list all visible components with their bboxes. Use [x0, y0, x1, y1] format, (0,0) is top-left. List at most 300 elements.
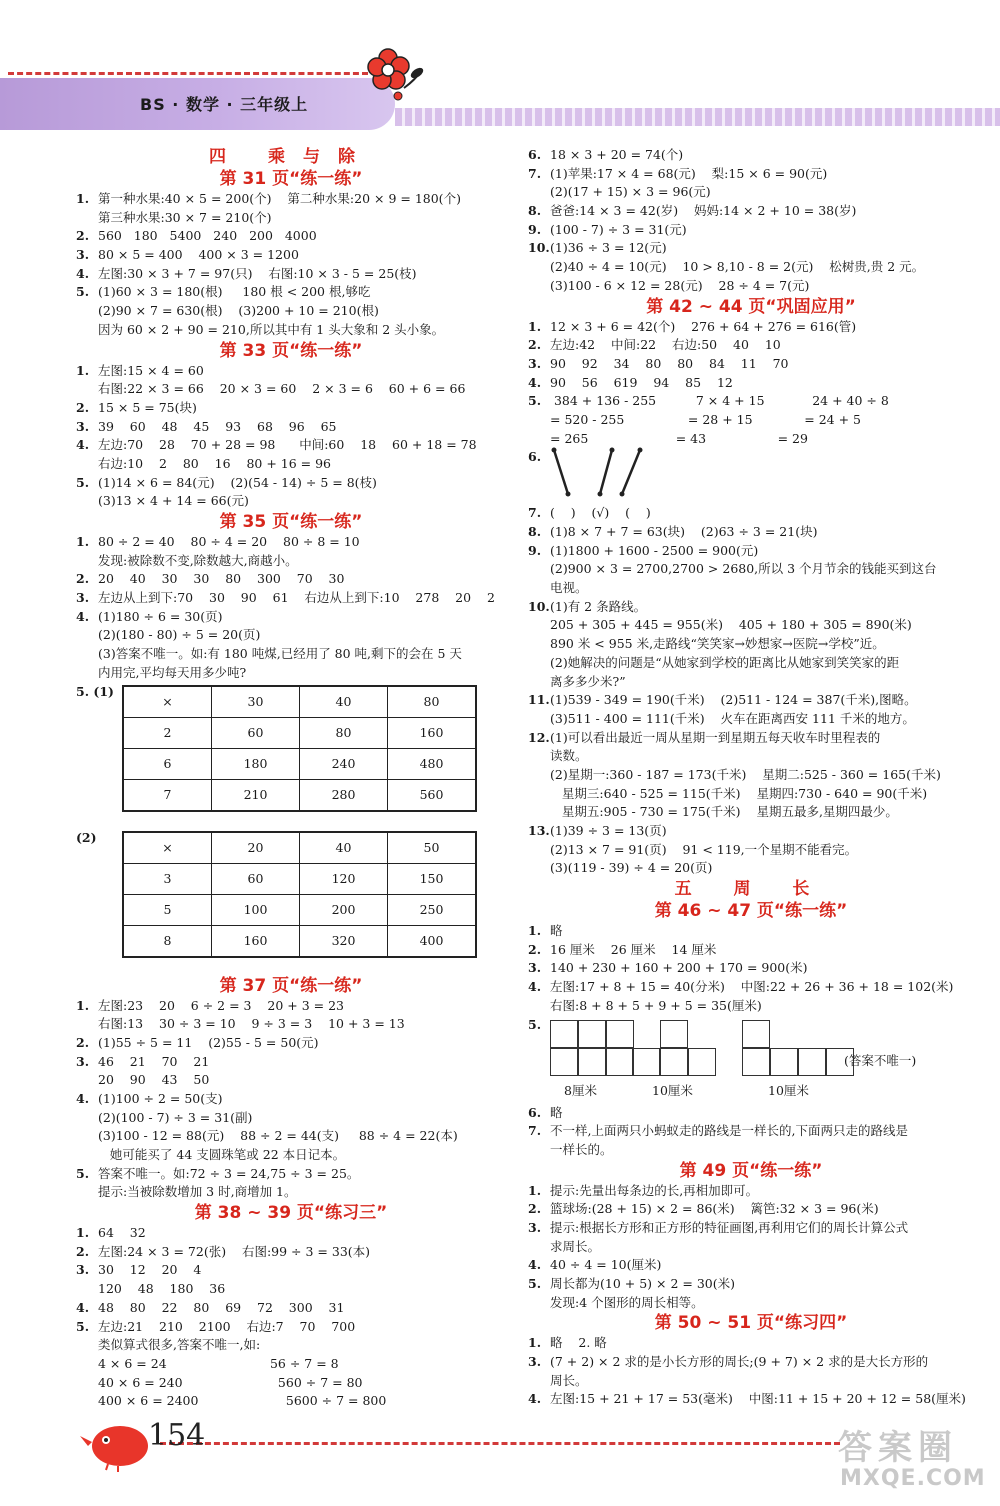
item-number: 2. — [76, 228, 90, 244]
answer-text: (2)900 × 3 = 2700,2700 > 2680,所以 3 个月节余的钱能买到这台 — [550, 561, 937, 577]
answer-line — [76, 1318, 506, 1337]
item-number: 4. — [528, 979, 542, 995]
answer-text: 890 米 < 955 米,走路线“笑笑家→妙想家→医院→学校”近。 — [550, 636, 885, 652]
answer-line — [528, 411, 974, 430]
answer-text: (2)(100 - 7) ÷ 3 = 31(副) — [98, 1109, 253, 1125]
right-column — [528, 146, 974, 1409]
section-heading: 第 38 ~ 39 页“练习三” — [194, 1203, 388, 1224]
matching-lines — [546, 444, 666, 500]
item-number: 6. — [528, 449, 542, 465]
answer-line — [528, 747, 974, 766]
answer-line — [76, 1146, 506, 1165]
table-row — [123, 925, 476, 957]
connector-dot — [620, 492, 625, 497]
answer-line — [76, 474, 506, 493]
section-heading: 第 35 页“练一练” — [219, 512, 363, 532]
answer-text: 12 × 3 + 6 = 42(个) 276 + 64 + 276 = 616(管) — [550, 318, 857, 334]
grid-square — [632, 1048, 660, 1076]
answer-text: 周长。 — [550, 1372, 588, 1388]
item-number: 1. — [528, 1335, 542, 1351]
answer-line — [76, 1109, 506, 1128]
answer-text: 左边从上到下:70 30 90 61 右边从上到下:10 278 20 2 — [98, 590, 495, 606]
answer-text: 64 32 — [98, 1225, 146, 1241]
left-column — [76, 146, 506, 1411]
answer-text: 30 12 20 4 — [98, 1262, 202, 1278]
answer-text: 右图:8 + 8 + 5 + 9 + 5 = 35(厘米) — [550, 997, 762, 1013]
item-number: 3. — [528, 355, 542, 371]
answer-text: (1)60 × 3 = 180(根) 180 根 < 200 根,够吃 — [98, 284, 371, 300]
section-heading: 第 42 ~ 44 页“巩固应用” — [646, 296, 856, 317]
answer-line — [528, 1141, 974, 1160]
answer-line — [76, 1090, 506, 1109]
section-heading: 第 50 ~ 51 页“练习四” — [654, 1313, 848, 1334]
item-number: 9. — [528, 221, 542, 237]
item-number: 1. — [528, 923, 542, 939]
answer-line — [76, 1071, 506, 1090]
answer-line — [528, 822, 974, 841]
answer-line — [76, 321, 506, 340]
table-cell: 400 — [388, 925, 477, 957]
answer-line — [76, 1336, 506, 1355]
answer-text: (1)36 ÷ 3 = 12(元) — [550, 240, 667, 256]
table-row — [123, 894, 476, 925]
item-number: 13. — [528, 823, 550, 838]
answer-line — [528, 355, 974, 374]
answer-text: 右图:13 30 ÷ 3 = 10 9 ÷ 3 = 3 10 + 3 = 13 — [98, 1016, 405, 1032]
answer-text: 20 90 43 50 — [98, 1072, 210, 1088]
answer-text: (2)(180 - 80) ÷ 5 = 20(页) — [98, 627, 261, 643]
answer-line — [528, 1200, 974, 1219]
grid-square — [606, 1020, 634, 1048]
item-number: 1. — [76, 1225, 90, 1241]
answer-line — [76, 265, 506, 284]
table-cell: 3 — [123, 863, 212, 894]
connector-line — [622, 450, 640, 494]
answer-text: 16 厘米 26 厘米 14 厘米 — [550, 941, 717, 957]
item-number: 4. — [76, 1090, 90, 1106]
table-cell: 7 — [123, 779, 212, 811]
table-cell: 80 — [388, 686, 477, 718]
answer-line — [76, 533, 506, 552]
answer-text: 39 60 48 45 93 68 96 65 — [98, 418, 337, 434]
item-number: 12. — [528, 729, 550, 745]
answer-text: 读数。 — [550, 748, 588, 764]
header-dashed-line — [8, 72, 368, 75]
answer-line — [528, 729, 974, 748]
answer-line — [528, 1182, 974, 1201]
grid-square — [578, 1020, 606, 1048]
answer-text: 左边:21 210 2100 右边:7 70 700 — [98, 1318, 356, 1334]
answer-text: 左边:42 中间:22 右边:50 40 10 — [550, 337, 781, 353]
item-number: 3. — [76, 247, 90, 263]
answer-line — [528, 959, 974, 978]
table-cell: 160 — [388, 717, 477, 748]
answer-text: (1)39 ÷ 3 = 13(页) — [550, 823, 667, 838]
answer-text: 左图:23 20 6 ÷ 2 = 3 20 + 3 = 23 — [98, 997, 345, 1013]
item-number: 5. — [528, 1016, 542, 1032]
answer-text: 周长都为(10 + 5) × 2 = 30(米) — [550, 1276, 735, 1291]
answer-line — [528, 1238, 974, 1257]
answer-line — [528, 392, 974, 411]
table-cell: 180 — [212, 748, 300, 779]
shape-perimeter-label: 8厘米 — [564, 1082, 597, 1098]
watermark-cn: 答案圈 — [838, 1428, 958, 1468]
table-cell: 560 — [388, 779, 477, 811]
answer-text: 篮球场:(28 + 15) × 2 = 86(米) 篱笆:32 × 3 = 96(米) — [550, 1201, 879, 1217]
table-cell: 40 — [300, 832, 388, 864]
answer-text: (1)可以看出最近一周从星期一到星期五每天收车时里程表的 — [550, 729, 881, 745]
answer-text: (3)答案不唯一。如:有 180 吨煤,已经用了 80 吨,剩下的会在 5 天 — [98, 646, 462, 662]
answer-text: 40 × 6 = 240 560 ÷ 7 = 80 — [98, 1374, 363, 1390]
answer-line — [76, 664, 506, 683]
answer-line — [76, 552, 506, 571]
header-stripe — [395, 108, 1000, 126]
item-number: 3. — [76, 418, 90, 434]
answer-text: 提示:当被除数增加 3 时,商增加 1。 — [98, 1184, 297, 1200]
answer-line — [76, 608, 506, 627]
item-number: 1. — [76, 997, 90, 1013]
answer-text: 因为 60 × 2 + 90 = 210,所以其中有 1 头大象和 2 头小象。 — [98, 321, 445, 337]
item-number: 10. — [528, 240, 550, 256]
chapter-heading: 四 乘与除 — [209, 147, 373, 167]
answer-text: 15 × 5 = 75(块) — [98, 399, 197, 415]
answer-text: 80 × 5 = 400 400 × 3 = 1200 — [98, 247, 299, 263]
answer-line — [528, 673, 974, 692]
answer-text: (2)她解决的问题是“从她家到学校的距离比从她家到笑笑家的距 — [550, 654, 900, 670]
table-row — [123, 686, 476, 718]
answer-line — [76, 1299, 506, 1318]
multiplication-table — [122, 685, 477, 812]
answer-text: 48 80 22 80 69 72 300 31 — [98, 1299, 345, 1315]
chapter-heading: 五 周 长 — [674, 879, 828, 900]
answer-line — [528, 374, 974, 393]
grid-square — [550, 1048, 578, 1076]
answer-text: = 265 = 43 = 29 — [550, 430, 808, 446]
answer-text: 电视。 — [550, 580, 588, 596]
answer-text: 左图:15 + 21 + 17 = 53(毫米) 中图:11 + 15 + 20 + 12 = 58(厘米) — [550, 1391, 966, 1407]
table-cell: 240 — [300, 748, 388, 779]
item-number: 4. — [76, 1299, 90, 1315]
item-number: 1. — [76, 362, 90, 378]
answer-text: 略 2. 略 — [550, 1335, 607, 1351]
answer-text: 左图:15 × 4 = 60 — [98, 362, 204, 378]
connector-line — [554, 450, 568, 494]
answer-text: (1)1800 + 1600 - 2500 = 900(元) — [550, 542, 759, 558]
shape-perimeter-label: 10厘米 — [768, 1082, 809, 1098]
table-cell: × — [123, 686, 212, 718]
answer-text: (3)100 - 12 = 88(元) 88 ÷ 2 = 44(支) 88 ÷ 4 = 22(本) — [98, 1128, 458, 1144]
answer-line — [528, 841, 974, 860]
answer-line — [76, 1224, 506, 1243]
answer-text: 140 + 230 + 160 + 200 + 170 = 900(米) — [550, 960, 808, 976]
answer-line — [76, 1261, 506, 1280]
answer-text: 星期五:905 - 730 = 175(千米) 星期五最多,星期四最少。 — [550, 804, 898, 820]
header-title: BS · 数学 · 三年级上 — [140, 95, 309, 114]
table-cell: 210 — [212, 779, 300, 811]
connector-dot — [610, 448, 615, 453]
answer-line — [76, 436, 506, 455]
answer-line — [528, 1372, 974, 1391]
answer-line — [76, 626, 506, 645]
answer-text: 205 + 305 + 445 = 955(米) 405 + 180 + 305 = 890(米) — [550, 617, 912, 633]
answer-text: 不一样,上面两只小蚂蚁走的路线是一样长的,下面两只走的路线是 — [550, 1123, 908, 1139]
item-number: 4. — [528, 374, 542, 390]
answer-line — [528, 183, 974, 202]
answer-text: 左图:17 + 8 + 15 = 40(分米) 中图:22 + 26 + 36 + 18 = 102(米) — [550, 979, 954, 995]
table-cell: 160 — [212, 925, 300, 957]
item-number: 3. — [76, 590, 90, 606]
answer-line — [528, 560, 974, 579]
answer-line — [76, 283, 506, 302]
answer-text: 右图:22 × 3 = 66 20 × 3 = 60 2 × 3 = 6 60 + 6 = 66 — [98, 381, 466, 397]
table-row — [123, 779, 476, 811]
answer-line — [528, 1104, 974, 1123]
answer-text: 她可能买了 44 支圆珠笔或 22 本日记本。 — [98, 1147, 346, 1162]
answer-line — [76, 1392, 506, 1411]
answer-line — [76, 455, 506, 474]
table-cell: 200 — [300, 894, 388, 925]
answer-text: 左图:24 × 3 = 72(张) 右图:99 ÷ 3 = 33(本) — [98, 1243, 371, 1259]
answer-text: 略 — [550, 1104, 563, 1120]
item-number: 8. — [528, 524, 542, 539]
table-cell: 60 — [212, 863, 300, 894]
table-row — [123, 863, 476, 894]
answer-line — [528, 146, 974, 165]
connector-dot — [638, 448, 643, 453]
item-number: 3. — [528, 1354, 542, 1370]
answer-line — [528, 1122, 974, 1141]
answer-text: 90 56 619 94 85 12 — [550, 374, 733, 390]
answer-line — [528, 1294, 974, 1313]
answer-line — [76, 380, 506, 399]
table-row — [123, 748, 476, 779]
table-cell: 120 — [300, 863, 388, 894]
item-number: 5. — [76, 284, 90, 300]
item-number: 7. — [528, 1123, 542, 1139]
answer-text: (3)13 × 4 + 14 = 66(元) — [98, 493, 249, 509]
answer-line — [76, 645, 506, 664]
answer-text: 离多多少米?” — [550, 673, 626, 689]
answer-line — [528, 1256, 974, 1275]
answer-line — [76, 1355, 506, 1374]
item-number: 6. — [528, 147, 542, 162]
answer-line — [76, 1053, 506, 1072]
answer-text: 内用完,平均每天用多少吨? — [98, 664, 247, 680]
answer-text: (2)13 × 7 = 91(页) 91 < 119,一个星期不能看完。 — [550, 841, 858, 857]
connector-line — [600, 450, 612, 494]
grid-square — [770, 1048, 798, 1076]
answer-line — [76, 227, 506, 246]
table-cell: 60 — [212, 717, 300, 748]
answer-text: 类似算式很多,答案不唯一,如: — [98, 1337, 261, 1353]
answer-line — [528, 202, 974, 221]
answer-note: (答案不唯一) — [844, 1052, 917, 1068]
answer-line — [528, 523, 974, 542]
section-heading: 第 37 页“练一练” — [219, 975, 363, 996]
table-cell: 150 — [388, 863, 477, 894]
answer-line — [528, 258, 974, 277]
watermark — [838, 1420, 998, 1500]
page-number: 154 — [148, 1418, 206, 1453]
answer-text: 发现:被除数不变,除数越大,商越小。 — [98, 552, 298, 568]
answer-text: 左图:30 × 3 + 7 = 97(只) 右图:10 × 3 - 5 = 25(枝) — [98, 265, 417, 281]
grid-square — [660, 1020, 688, 1048]
grid-square — [798, 1048, 826, 1076]
answer-text: 20 40 30 30 80 300 70 30 — [98, 571, 345, 587]
item-number: 5. — [76, 474, 90, 490]
item-number: 2. — [76, 1034, 90, 1050]
answer-line — [528, 616, 974, 635]
answer-text: (3)511 - 400 = 111(千米) 火车在距离西安 111 千米的地方。 — [550, 710, 915, 726]
answer-line — [528, 579, 974, 598]
answer-text: 略 — [550, 923, 563, 939]
item-number: 1. — [528, 1182, 542, 1198]
grid-square — [578, 1048, 606, 1076]
item-number: 2. — [528, 1201, 542, 1217]
perimeter-shapes-block — [528, 1016, 974, 1104]
item-number: 4. — [76, 265, 90, 281]
answer-line — [528, 1334, 974, 1353]
answer-text: (100 - 7) ÷ 3 = 31(元) — [550, 221, 687, 237]
answer-text: = 520 - 255 = 28 + 15 = 24 + 5 — [550, 411, 861, 427]
section-heading: 第 31 页“练一练” — [219, 169, 363, 189]
answer-text: 答案不唯一。如:72 ÷ 3 = 24,75 ÷ 3 = 25。 — [98, 1165, 360, 1181]
item-number: 5. — [76, 1165, 90, 1181]
answer-text: (1)55 ÷ 5 = 11 (2)55 - 5 = 50(元) — [98, 1034, 319, 1050]
answer-text: 90 92 34 80 80 84 11 70 — [550, 355, 789, 371]
item-number: 4. — [528, 1391, 542, 1407]
item-number: (2) — [76, 829, 97, 845]
answer-line — [76, 362, 506, 381]
answer-text: (1)14 × 6 = 84(元) (2)(54 - 14) ÷ 5 = 8(枝) — [98, 474, 377, 490]
matching-lines-block — [528, 448, 974, 504]
answer-text: 爸爸:14 × 3 = 42(岁) 妈妈:14 × 2 + 10 = 38(岁) — [550, 203, 857, 219]
answer-line — [528, 803, 974, 822]
grid-square — [742, 1020, 770, 1048]
answer-text: 提示:先量出每条边的长,再相加即可。 — [550, 1182, 759, 1198]
item-number: 5. (1) — [76, 683, 114, 699]
item-number: 3. — [76, 1053, 90, 1069]
item-number: 1. — [528, 318, 542, 334]
section-heading: 第 46 ~ 47 页“练一练” — [654, 901, 848, 922]
item-number: 5. — [76, 1318, 90, 1334]
table-cell: 280 — [300, 779, 388, 811]
answer-text: (2)90 × 7 = 630(根) (3)200 + 10 = 210(根) — [98, 303, 379, 319]
answer-line — [528, 1219, 974, 1238]
answer-line — [528, 221, 974, 240]
table-cell: 8 — [123, 925, 212, 957]
answer-line — [76, 1015, 506, 1034]
answer-text: 左边:70 28 70 + 28 = 98 中间:60 18 60 + 18 = 78 — [98, 437, 477, 453]
answer-text: 560 180 5400 240 200 4000 — [98, 228, 317, 244]
answer-text: 4 × 6 = 24 56 ÷ 7 = 8 — [98, 1355, 339, 1371]
table-row — [123, 832, 476, 864]
answer-line — [76, 1374, 506, 1393]
answer-line — [528, 654, 974, 673]
answer-line — [76, 1127, 506, 1146]
table-cell: 30 — [212, 686, 300, 718]
item-number: 7. — [528, 165, 542, 181]
answer-line — [528, 997, 974, 1016]
answer-text: ( ) (√) ( ) — [550, 505, 651, 521]
answer-text: 400 × 6 = 2400 5600 ÷ 7 = 800 — [98, 1393, 387, 1409]
section-heading: 第 49 页“练一练” — [679, 1160, 823, 1181]
table-row — [123, 717, 476, 748]
answer-text: (1)8 × 7 + 7 = 63(块) (2)63 ÷ 3 = 21(块) — [550, 524, 818, 539]
answer-text: (1)100 ÷ 2 = 50(支) — [98, 1090, 223, 1106]
table-cell: 5 — [123, 894, 212, 925]
answer-line — [528, 1353, 974, 1372]
answer-line — [528, 277, 974, 296]
answer-text: (1)苹果:17 × 4 = 68(元) 梨:15 × 6 = 90(元) — [550, 165, 828, 181]
table-cell: 20 — [212, 832, 300, 864]
answer-line — [528, 691, 974, 710]
item-number: 2. — [528, 941, 542, 957]
answer-line — [76, 1243, 506, 1262]
answer-text: (3)100 - 6 × 12 = 28(元) 28 ÷ 4 = 7(元) — [550, 277, 810, 293]
answer-line — [76, 492, 506, 511]
answer-line — [76, 399, 506, 418]
section-heading: 第 33 页“练一练” — [219, 340, 363, 361]
answer-line — [528, 859, 974, 878]
answer-line — [528, 239, 974, 258]
answer-line — [528, 336, 974, 355]
table-cell: 6 — [123, 748, 212, 779]
answer-text: (1)180 ÷ 6 = 30(页) — [98, 608, 223, 624]
connector-dot — [598, 492, 603, 497]
item-number: 8. — [528, 203, 542, 219]
table-cell: 250 — [388, 894, 477, 925]
item-number: 2. — [76, 399, 90, 415]
answer-line — [76, 570, 506, 589]
answer-line — [76, 302, 506, 321]
table-cell: 2 — [123, 717, 212, 748]
answer-text: 右边:10 2 80 16 80 + 16 = 96 — [98, 455, 332, 471]
answer-line — [528, 504, 974, 523]
answer-text: 一样长的。 — [550, 1141, 613, 1157]
answer-line — [528, 165, 974, 184]
answer-line — [528, 710, 974, 729]
answer-text: 40 ÷ 4 = 10(厘米) — [550, 1257, 662, 1273]
answer-text: 80 ÷ 2 = 40 80 ÷ 4 = 20 80 ÷ 8 = 10 — [98, 534, 360, 549]
table-cell: 80 — [300, 717, 388, 748]
answer-line — [528, 635, 974, 654]
answer-text: (2)(17 + 15) × 3 = 96(元) — [550, 184, 711, 200]
answer-line — [528, 598, 974, 617]
answer-line — [528, 922, 974, 941]
table-cell: 40 — [300, 686, 388, 718]
answer-line — [76, 1280, 506, 1299]
multiplication-table-block — [76, 829, 506, 975]
answer-text: 第一种水果:40 × 5 = 200(个) 第二种水果:20 × 9 = 180(个) — [98, 191, 461, 206]
flower-icon — [360, 40, 430, 110]
answer-text: (7 + 2) × 2 求的是小长方形的周长;(9 + 7) × 2 求的是大长方形的 — [550, 1354, 929, 1370]
answer-line — [76, 246, 506, 265]
answer-text: 18 × 3 + 20 = 74(个) — [550, 147, 684, 162]
answer-text: 120 48 180 36 — [98, 1281, 226, 1297]
table-cell: 50 — [388, 832, 477, 864]
answer-text: (1)有 2 条路线。 — [550, 598, 647, 614]
item-number: 1. — [76, 534, 90, 549]
watermark-url: MXQE.COM — [840, 1466, 986, 1491]
answer-text: 提示:根据长方形和正方形的特征画图,再利用它们的周长计算公式 — [550, 1219, 909, 1235]
item-number: 3. — [528, 1219, 542, 1235]
answer-line — [76, 190, 506, 209]
item-number: 2. — [528, 337, 542, 353]
answer-line — [76, 1034, 506, 1053]
answer-line — [528, 766, 974, 785]
answer-text: (2)星期一:360 - 187 = 173(千米) 星期二:525 - 360 = 165(千米) — [550, 766, 941, 782]
